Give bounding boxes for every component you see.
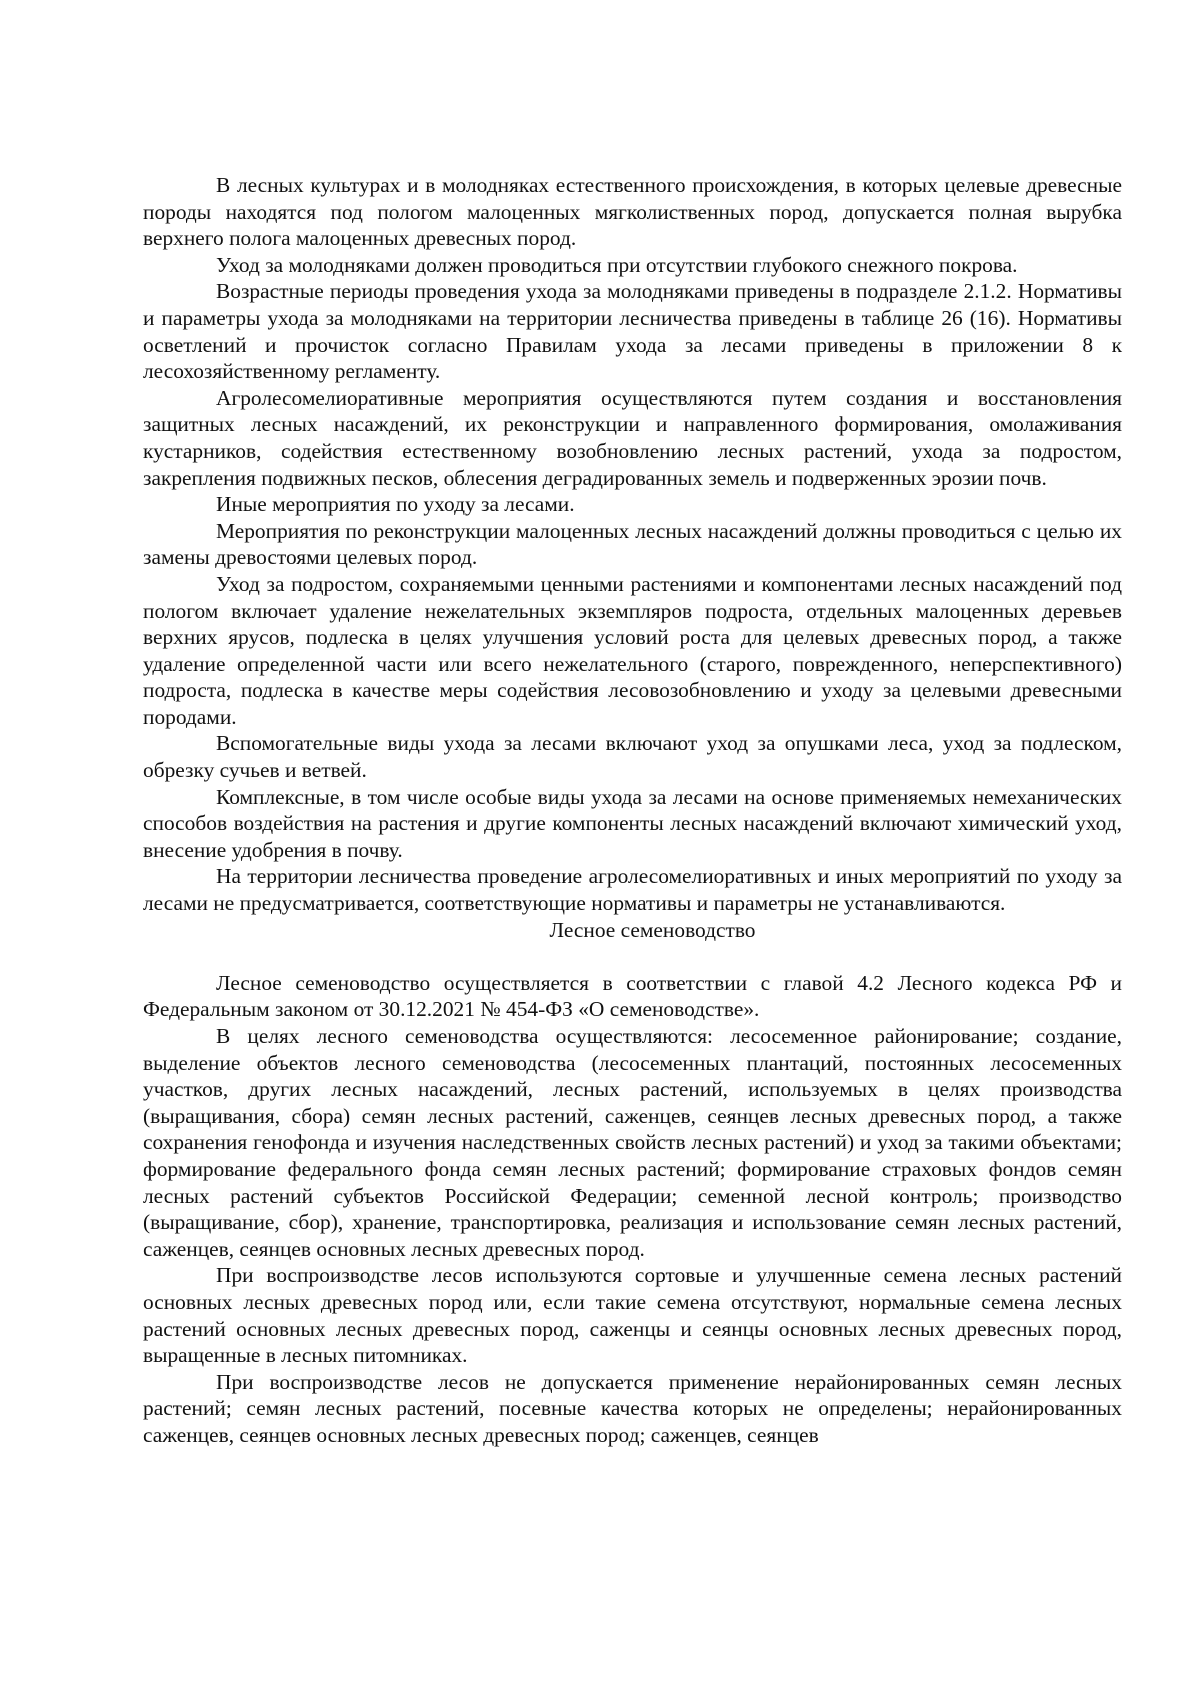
paragraph-14: При воспроизводстве лесов не допускается применение нерайонированных семян лесных растений; семян лесных растений, посевные качества которых не определены; нерайонированных саженцев, сеянцев основных лесных древесных пород; саженцев, сеянцев: [143, 1369, 1122, 1447]
paragraph-8: Вспомогательные виды ухода за лесами включают уход за опушками леса, уход за подлеском, обрезку сучьев и ветвей.: [143, 731, 1122, 783]
document-body: [143, 172, 1122, 1449]
paragraph-7: Уход за подростом, сохраняемыми ценными растениями и компонентами лесных насаждений под пологом включает удаление нежелательных экземпляров подроста, отдельных малоценных деревьев верхних ярусов, подлеска в целях улучшения условий роста для целевых древесных пород, а также удаление определенной части или всего нежелательного (старого, поврежденного, неперспективного) подроста, подлеска в качестве меры содействия лесовозобновлению и уходу за целевыми древесными породами.: [143, 571, 1122, 729]
paragraph-12: В целях лесного семеноводства осуществляются: лесосеменное районирование; создание, выделение объектов лесного семеноводства (лесосеменных плантаций, постоянных лесосеменных участков, других лесных насаждений, лесных растений, используемых в целях производства (выращивания, сбора) семян лесных растений, саженцев, сеянцев лесных древесных пород, а также сохранения генофонда и изучения наследственных свойств лесных растений) и уход за такими объектами; формирование федерального фонда семян лесных растений; формирование страховых фондов семян лесных растений субъектов Российской Федерации; семенной лесной контроль; производство (выращивание, сбор), хранение, транспортировка, реализация и использование семян лесных растений, саженцев, сеянцев основных лесных древесных пород.: [143, 1024, 1122, 1261]
paragraph-10: На территории лесничества проведение агролесомелиоративных и иных мероприятий по уходу за лесами не предусматривается, соответствующие нормативы и параметры не устанавливаются.: [143, 864, 1122, 916]
paragraph-5: Иные мероприятия по уходу за лесами.: [216, 492, 575, 517]
paragraph-1: В лесных культурах и в молодняках естественного происхождения, в которых целевые древесные породы находятся под пологом малоценных мягколиственных пород, допускается полная вырубка верхнего полога малоценных древесных пород.: [143, 173, 1122, 251]
paragraph-2: Уход за молодняками должен проводиться при отсутствии глубокого снежного покрова.: [216, 252, 1018, 277]
paragraph-11: Лесное семеноводство осуществляется в соответствии с главой 4.2 Лесного кодекса РФ и Федеральным законом от 30.12.2021 № 454-ФЗ «О семеноводстве».: [143, 970, 1122, 1022]
paragraph-6: Мероприятия по реконструкции малоценных лесных насаждений должны проводиться с целью их замены древостоями целевых пород.: [143, 518, 1122, 570]
paragraph-3: Возрастные периоды проведения ухода за молодняками приведены в подразделе 2.1.2. Нормативы и параметры ухода за молодняками на территории лесничества приведены в таблице 26 (16). Нормативы осветлений и прочисток согласно Правилам ухода за лесами приведены в приложении 8 к лесохозяйственному регламенту.: [143, 279, 1122, 384]
paragraph-9: Комплексные, в том числе особые виды ухода за лесами на основе применяемых немеханических способов воздействия на растения и другие компоненты лесных насаждений включают химический уход, внесение удобрения в почву.: [143, 784, 1122, 862]
section-heading-seed-production: Лесное семеноводство: [549, 917, 756, 942]
paragraph-4: Агролесомелиоративные мероприятия осуществляются путем создания и восстановления защитных лесных насаждений, их реконструкции и направленного формирования, омолаживания кустарников, содействия естественному возобновлению лесных растений, ухода за подростом, закрепления подвижных песков, облесения деградированных земель и подверженных эрозии почв.: [143, 385, 1122, 490]
paragraph-13: При воспроизводстве лесов используются сортовые и улучшенные семена лесных растений основных лесных древесных пород или, если такие семена отсутствуют, нормальные семена лесных растений основных лесных древесных пород, саженцы и сеянцы основных лесных древесных пород, выращенные в лесных питомниках.: [143, 1263, 1122, 1368]
